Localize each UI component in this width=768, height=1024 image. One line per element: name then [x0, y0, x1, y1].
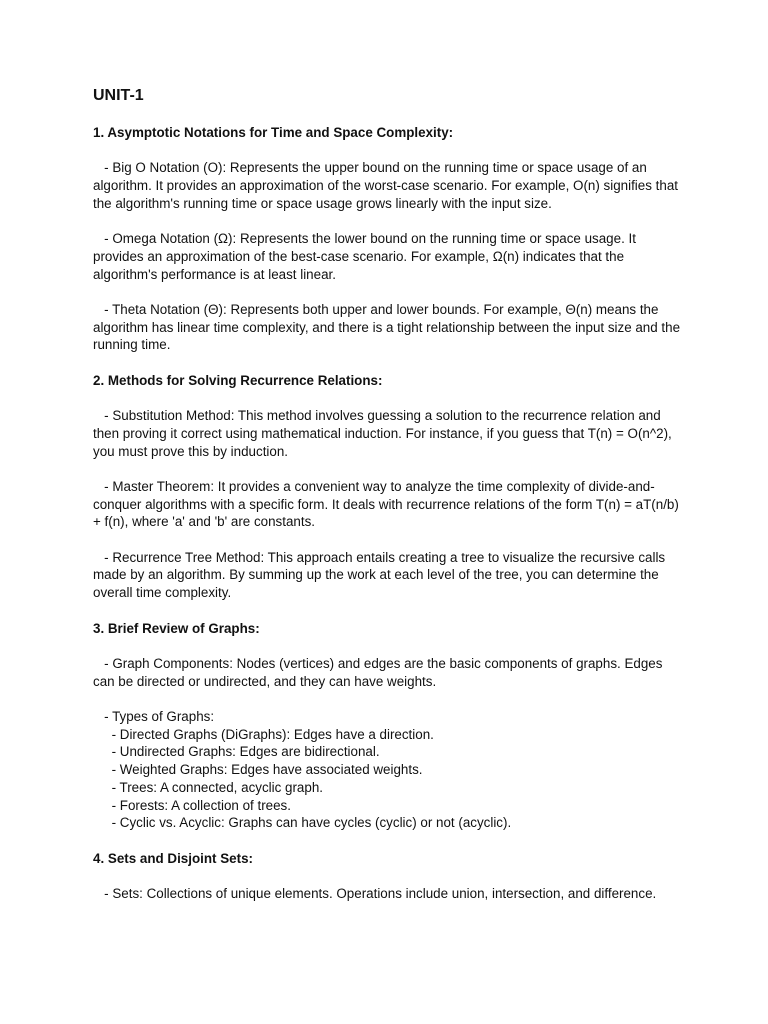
list-item: - Weighted Graphs: Edges have associated weights.: [93, 762, 423, 778]
section-heading-recurrence: 2. Methods for Solving Recurrence Relations:: [93, 372, 383, 388]
paragraph-omega: - Omega Notation (Ω): Represents the lower bound on the running time or space usage. It provides an approximation of the best-case scenario. For example, Ω(n) indicates that the algorithm's performance is at least linear.: [93, 231, 640, 282]
section-heading-sets: 4. Sets and Disjoint Sets:: [93, 850, 253, 866]
paragraph-sets: - Sets: Collections of unique elements. Operations include union, intersection, and difference.: [93, 886, 657, 902]
paragraph-theta: - Theta Notation (Θ): Represents both upper and lower bounds. For example, Θ(n) means the algorithm has linear time complexity, and there is a tight relationship between the input size and the running time.: [93, 301, 684, 353]
list-item: - Directed Graphs (DiGraphs): Edges have a direction.: [93, 726, 434, 742]
section-heading-graphs: 3. Brief Review of Graphs:: [93, 620, 260, 636]
list-item: - Trees: A connected, acyclic graph.: [93, 779, 323, 795]
paragraph-master-theorem: - Master Theorem: It provides a convenient way to analyze the time complexity of divide-and-conquer algorithms with a specific form. It deals with recurrence relations of the form T(n) = aT(n/b) + f(n), where 'a' and 'b' are constants.: [93, 478, 683, 530]
paragraph-recurrence-tree: - Recurrence Tree Method: This approach entails creating a tree to visualize the recursive calls made by an algorithm. By summing up the work at each level of the tree, you can determine the overall time complexity.: [93, 549, 669, 601]
graph-types-title: - Types of Graphs:: [93, 709, 215, 725]
list-item: - Undirected Graphs: Edges are bidirectional.: [93, 744, 380, 760]
graph-types-list: [93, 708, 683, 832]
paragraph-graph-components: - Graph Components: Nodes (vertices) and edges are the basic components of graphs. Edges can be directed or undirected, and they can have weights.: [93, 655, 667, 689]
paragraph-substitution: - Substitution Method: This method involves guessing a solution to the recurrence relation and then proving it correct using mathematical induction. For instance, if you guess that T(n) = O(n^2), you must prove this by induction.: [93, 408, 676, 459]
list-item: - Forests: A collection of trees.: [93, 797, 291, 813]
document-page: [93, 86, 683, 920]
paragraph-big-o: - Big O Notation (O): Represents the upper bound on the running time or space usage of an algorithm. It provides an approximation of the worst-case scenario. For example, O(n) signifies that the algorithm's running time or space usage grows linearly with the input size.: [93, 160, 682, 211]
section-heading-asymptotic: 1. Asymptotic Notations for Time and Space Complexity:: [93, 125, 454, 140]
list-item: - Cyclic vs. Acyclic: Graphs can have cycles (cyclic) or not (acyclic).: [93, 815, 512, 831]
unit-title: UNIT-1: [93, 87, 144, 104]
